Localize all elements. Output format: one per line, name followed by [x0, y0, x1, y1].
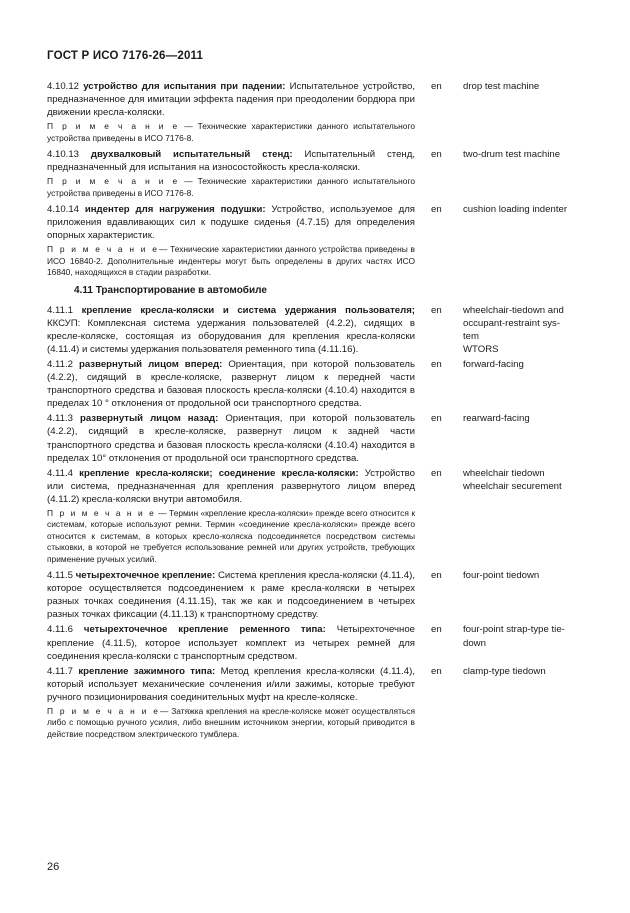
- note-label: П р и м е ч а н и е: [47, 176, 180, 187]
- term-number: 4.11.4: [47, 467, 73, 479]
- term-text: Четырехточечное крепление (4.11.5), которое использует комплект из четырех ремней для соединения кресла-коляски с транспортным средством.: [47, 624, 415, 662]
- term-name: крепление кресла-коляски; соединение кресла-коляски:: [79, 467, 359, 479]
- note: [47, 121, 415, 144]
- term-name: крепление зажимного типа:: [78, 665, 216, 677]
- language-code: en: [431, 624, 442, 636]
- page-number: 26: [47, 861, 60, 873]
- english-term-line: wheelchair-tiedown and: [463, 304, 564, 316]
- term-text: Ориентация, при которой пользователь (4.2.2), сидящий в кресле-коляске, развернут лицом к передней части транспортного средства и базовая плоскость кресла-коляски (4.10.4) находится в пределах 10 ° отклонения от продольной оси транспортного средства.: [47, 358, 415, 410]
- term-entry: [47, 80, 607, 119]
- english-term-line: occupant-restraint sys-: [463, 317, 561, 329]
- term-text: ККСУП: Комплексная система удержания пользователей (4.2.2), сидящих в кресле-коляске, состоящая из оборудования для крепления кресла-коляски (4.11.4) и системы удержания пользователя ременного типа (4.11.16).: [47, 317, 415, 355]
- term-text: Метод крепления кресла-коляски (4.11.4), который использует механические сочленения и/или зажимы, которые требуют ручного позиционирования соединительных муфт на кресле-коляске.: [47, 665, 415, 703]
- term-definition: [47, 467, 415, 506]
- note: [47, 508, 415, 565]
- term-text: Устройство, используемое для приложения вдавливающих сил к подушке сиденья (4.7.15) для определения опорных характеристик.: [47, 204, 415, 242]
- english-equivalent: [463, 80, 603, 119]
- language-code: en: [431, 304, 442, 316]
- term-number: 4.11.2: [47, 358, 73, 370]
- language-code: en: [431, 81, 442, 92]
- english-equivalent: [463, 358, 603, 410]
- english-equivalent: [463, 665, 603, 704]
- english-equivalent: [463, 569, 603, 621]
- language-code: en: [431, 149, 442, 161]
- term-number: 4.10.12: [47, 81, 80, 92]
- term-text: Испытательное устройство, предназначенное для имитации эффекта падения при преодолении бордюра при движении кресла-коляски.: [47, 81, 415, 119]
- term-number: 4.11.6: [47, 624, 73, 636]
- english-term-line: down: [463, 637, 486, 649]
- language-code: en: [431, 467, 442, 479]
- term-definition: [47, 80, 415, 119]
- term-entry: [47, 304, 607, 356]
- english-term-line: four-point tiedown: [463, 570, 540, 582]
- term-definition: [47, 148, 415, 174]
- term-number: 4.11.5: [47, 570, 73, 582]
- note: [47, 176, 415, 199]
- term-text: Устройство или система, предназначенная для крепления развернутого лицом вперед (4.11.2) кресла-коляски внутри автомобиля.: [47, 467, 415, 505]
- term-definition: [47, 623, 415, 662]
- english-term-line: rearward-facing: [463, 413, 530, 425]
- note-text: — Термин «крепление кресла-коляски» прежде всего относится к системам, которые используют ремни. Термин «соединение кресла-коляски» прежде всего относится к системам, в которых кресло-коляска подсоединяется посредством системы стыковки, в которой не требуется использование ремней или других устройств, требующих применение ручных усилий.: [47, 508, 415, 564]
- english-equivalent: [463, 304, 603, 356]
- language-code: en: [431, 570, 442, 582]
- english-equivalent: [463, 623, 603, 662]
- english-term-line: wheelchair securement: [463, 480, 562, 492]
- term-entry: [47, 203, 607, 242]
- language-code: en: [431, 358, 442, 370]
- note-text: — Технические характеристики данного испытательного устройства приведены в ИСО 7176-8.: [47, 121, 415, 143]
- english-term-line: clamp-type tiedown: [463, 665, 546, 677]
- note: [47, 244, 415, 278]
- english-term-line: drop test machine: [463, 81, 540, 92]
- english-equivalent: [463, 148, 603, 174]
- english-term-line: cushion loading indenter: [463, 204, 568, 216]
- term-name: развернутый лицом вперед:: [78, 358, 223, 370]
- english-term-line: forward-facing: [463, 358, 524, 370]
- term-entry: [47, 148, 607, 174]
- english-term-line: WTORS: [463, 343, 499, 355]
- english-term-line: two-drum test machine: [463, 149, 561, 161]
- term-name: двухвалковый испытательный стенд:: [90, 149, 293, 161]
- term-number: 4.11.7: [47, 665, 73, 677]
- note-label: П р и м е ч а н и е: [47, 508, 156, 518]
- term-definition: [47, 358, 415, 410]
- term-name: четырехточечное крепление ременного типа:: [83, 624, 326, 636]
- term-definition: [47, 304, 415, 356]
- term-entry: [47, 412, 607, 464]
- term-entry: [47, 467, 607, 506]
- term-name: четырехточечное крепление:: [75, 570, 216, 582]
- term-number: 4.11.3: [47, 413, 73, 425]
- term-text: Ориентация, при которой пользователь (4.2.2), сидящий в кресле-коляске, развернут лицом к задней части транспортного средства и базовая плоскость кресла-коляски (4.10.4) находится в пределах 10° отклонения от продольной оси транспортного средства.: [47, 413, 415, 464]
- term-definition: [47, 665, 415, 704]
- language-code: en: [431, 204, 442, 216]
- term-name: крепление кресла-коляски и система удержания пользователя;: [81, 304, 415, 316]
- note-text: — Затяжка крепления на кресле-коляске может осуществляться либо с помощью ручного усилия, либо внешним источником энергии, который приводится в действие посредством электрического тумблера.: [47, 705, 415, 739]
- english-term-line: tem: [463, 330, 479, 342]
- document-body: [47, 80, 607, 744]
- english-equivalent: [463, 412, 603, 464]
- document-header: ГОСТ Р ИСО 7176-26—2011: [47, 50, 204, 62]
- note-text: — Технические характеристики данного испытательного устройства приведены в ИСО 7176-8.: [47, 176, 415, 198]
- note-label: П р и м е ч а н и е: [47, 244, 159, 255]
- term-number: 4.11.1: [47, 304, 73, 316]
- section-title: 4.11 Транспортирование в автомобиле: [74, 284, 267, 296]
- term-name: индентер для нагружения подушки:: [84, 204, 266, 216]
- english-equivalent: [463, 467, 603, 506]
- note: [47, 706, 415, 740]
- term-name: развернутый лицом назад:: [79, 413, 219, 425]
- term-text: Испытательный стенд, предназначенный для испытания на износостойкость кресла-коляски.: [47, 149, 415, 174]
- term-number: 4.10.13: [47, 149, 80, 161]
- term-name: устройство для испытания при падении:: [83, 81, 286, 92]
- term-entry: [47, 623, 607, 662]
- term-entry: [47, 665, 607, 704]
- term-definition: [47, 569, 415, 621]
- term-entry: [47, 569, 607, 621]
- term-text: Система крепления кресла-коляски (4.11.4), которое осуществляется подсоединением к раме кресла-коляски в четырех разных точках соединения (4.11.15), так же как и подсоединением в четырех разных точках фиксации (4.11.13) к транспортному средству.: [47, 570, 416, 621]
- note-label: П р и м е ч а н и е: [47, 705, 160, 716]
- english-term-line: wheelchair tiedown: [463, 467, 545, 479]
- term-entry: [47, 358, 607, 410]
- term-number: 4.10.14: [47, 204, 80, 216]
- english-equivalent: [463, 203, 603, 242]
- english-term-line: four-point strap-type tie-: [463, 624, 565, 636]
- language-code: en: [431, 665, 442, 677]
- language-code: en: [431, 413, 442, 425]
- note-text: — Технические характеристики данного устройства приведены в ИСО 16840-2. Дополнительные индентеры могут быть определены в других частях ИСО 16840, находящихся в стадии разработки.: [47, 244, 415, 278]
- note-label: П р и м е ч а н и е: [47, 121, 180, 132]
- term-definition: [47, 412, 415, 464]
- term-definition: [47, 203, 415, 242]
